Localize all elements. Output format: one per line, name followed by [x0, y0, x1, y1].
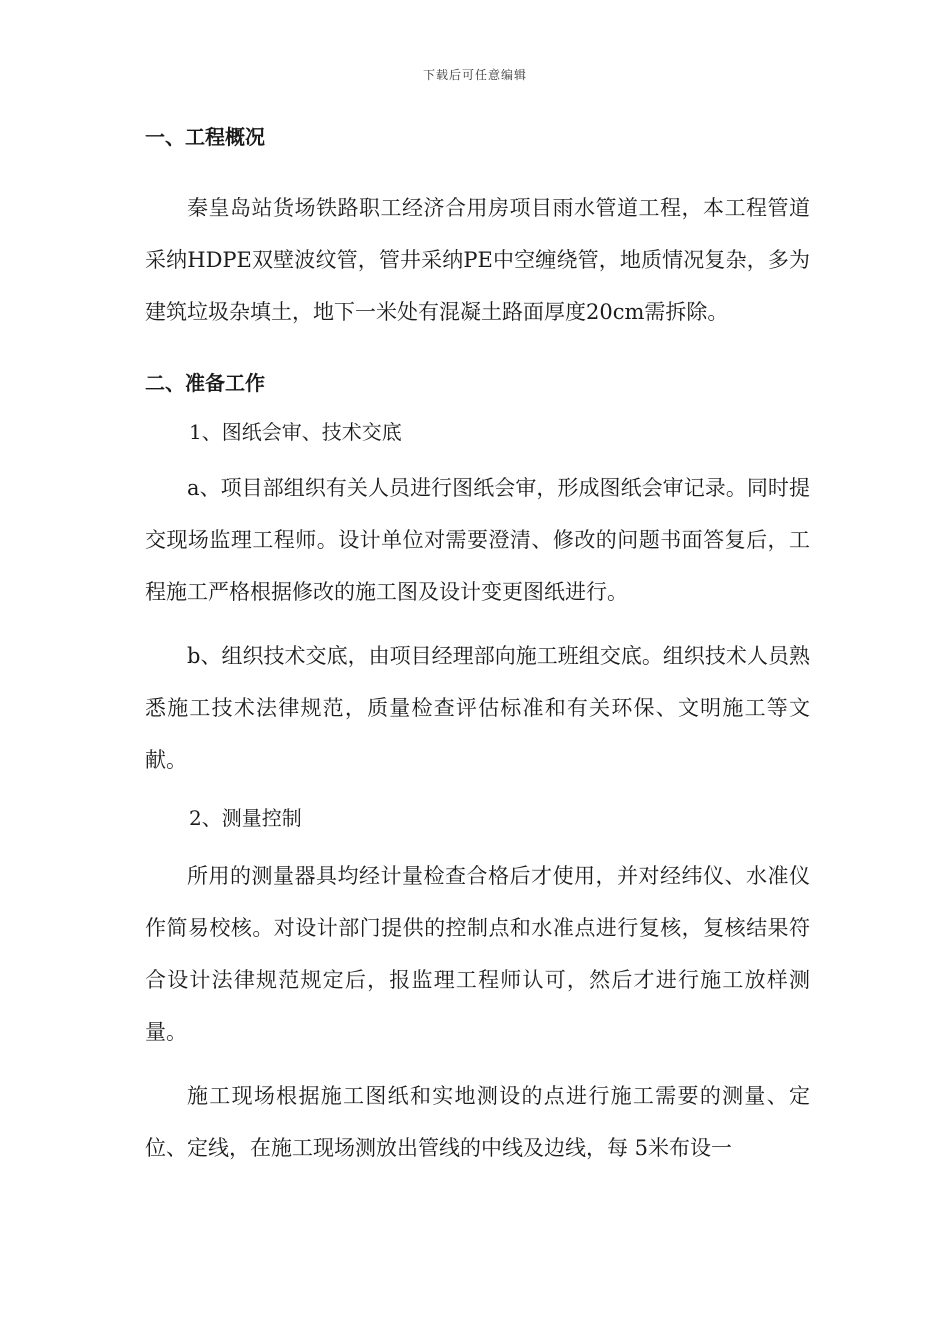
paragraph-site-survey: 施工现场根据施工图纸和实地测设的点进行施工需要的测量、定位、定线，在施工现场测放出管线的中线及边线，每 5米布设一	[145, 1084, 810, 1160]
subheading-drawing-review: 1、图纸会审、技术交底	[189, 420, 402, 444]
document-body	[145, 118, 810, 1174]
paragraph-survey-instruments: 所用的测量器具均经计量检查合格后才使用，并对经纬仪、水准仪作简易校核。对设计部门提供的控制点和水准点进行复核，复核结果符合设计法律规范规定后，报监理工程师认可，然后才进行施工放样测量。	[145, 864, 810, 1044]
section-heading-overview: 一、工程概况	[145, 125, 265, 149]
header-note: 下载后可任意编辑	[422, 68, 527, 82]
subheading-survey-control: 2、测量控制	[189, 806, 302, 830]
paragraph-b: b、组织技术交底，由项目经理部向施工班组交底。组织技术人员熟悉施工技术法律规范，质量检查评估标准和有关环保、文明施工等文献。	[145, 644, 810, 772]
paragraph-a: a、项目部组织有关人员进行图纸会审，形成图纸会审记录。同时提交现场监理工程师。设计单位对需要澄清、修改的问题书面答复后，工程施工严格根据修改的施工图及设计变更图纸进行。	[145, 476, 810, 604]
section-heading-preparation: 二、准备工作	[145, 371, 265, 395]
overview-paragraph: 秦皇岛站货场铁路职工经济合用房项目雨水管道工程，本工程管道采纳HDPE双壁波纹管，管井采纳PE中空缠绕管，地质情况复杂，多为建筑垃圾杂填土，地下一米处有混凝土路面厚度20cm需拆除。	[145, 196, 810, 324]
